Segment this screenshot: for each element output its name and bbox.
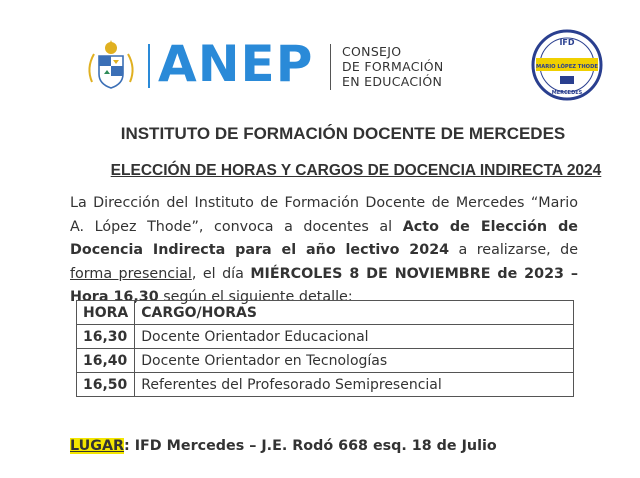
cargo-cell: Docente Orientador Educacional [135,325,574,349]
table-row [77,325,574,349]
ifd-logo-name-text: MARIO LÓPEZ THODE [536,64,598,70]
table-header-row [77,301,574,325]
hora-cell: 16,50 [77,373,135,397]
location-line [70,438,497,454]
organization-name [342,44,444,89]
uruguay-coat-of-arms-icon [82,38,140,96]
ifd-logo [530,28,604,102]
org-line: CONSEJO [342,44,402,59]
schedule-table [76,300,574,397]
location-label: LUGAR [70,438,125,454]
column-header-cargo: CARGO/HORAS [135,301,574,325]
hora-cell: 16,40 [77,349,135,373]
document-title: INSTITUTO DE FORMACIÓN DOCENTE DE MERCEDES [120,124,566,143]
paragraph-text: La Dirección del Instituto de Formación Docente de Mercedes “Mario A. López Thode”, convoca a docentes al [70,195,578,235]
logo-divider [148,44,150,88]
org-line: EN EDUCACIÓN [342,74,443,89]
announcement-paragraph [70,192,578,310]
paragraph-text: según el siguiente detalle: [158,289,353,305]
paragraph-text: a realizarse, de [449,242,579,258]
cargo-cell: Referentes del Profesorado Semipresencial [135,373,574,397]
ifd-logo-bottom-text: MERCEDES [551,90,583,96]
paragraph-bold: Acto de Elección de Docencia Indirecta para el año lectivo 2024 [70,218,579,258]
paragraph-underlined: forma presencial [70,265,192,282]
location-value: : IFD Mercedes – J.E. Rodó 668 esq. 18 de Julio [124,438,497,454]
org-line: DE FORMACIÓN [342,59,444,74]
column-header-hora: HORA [77,301,135,325]
ifd-logo-top-text: IFD [559,38,575,47]
table-row [77,373,574,397]
paragraph-date: MIÉRCOLES 8 DE NOVIEMBRE de 2023 – Hora 16,30 [70,265,578,305]
table-row [77,349,574,373]
document-subtitle: ELECCIÓN DE HORAS Y CARGOS DE DOCENCIA INDIRECTA 2024 [110,162,602,179]
anep-logo-text: ANEP [158,35,314,93]
cargo-cell: Docente Orientador en Tecnologías [135,349,574,373]
paragraph-text: , el día [191,265,251,282]
org-divider [330,44,331,90]
hora-cell: 16,30 [77,325,135,349]
letterhead [0,0,640,110]
